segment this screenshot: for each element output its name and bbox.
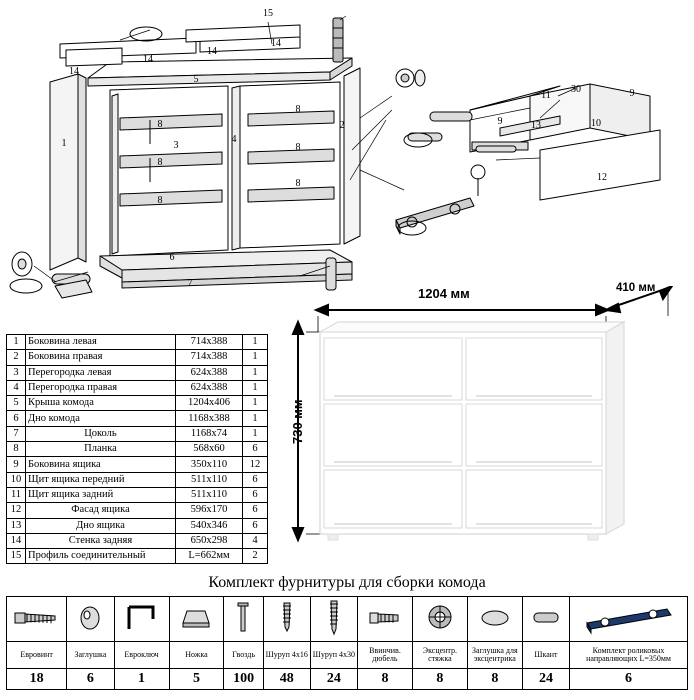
exploded-assembly-drawing — [0, 0, 694, 320]
part-dimension: 650х298 — [176, 533, 243, 548]
hardware-name-row — [7, 642, 688, 669]
part-dimension: 1204х406 — [176, 396, 243, 411]
hardware-quantity: 8 — [357, 669, 412, 690]
part-number: 6 — [7, 411, 26, 426]
part-name: Крыша комода — [26, 396, 176, 411]
dowel-icon — [522, 597, 569, 642]
svg-text:11: 11 — [541, 90, 551, 101]
hardware-name: Ввинчив. дюбель — [357, 642, 412, 669]
svg-text:4: 4 — [231, 134, 237, 145]
part-quantity: 1 — [243, 335, 268, 350]
slide-rail-icon — [570, 597, 688, 642]
svg-text:12: 12 — [597, 172, 607, 183]
table-row — [7, 380, 268, 395]
product-dimension-diagram — [276, 282, 694, 554]
part-name: Щит ящика задний — [26, 487, 176, 502]
table-row — [7, 503, 268, 518]
part-quantity: 1 — [243, 396, 268, 411]
depth-dimension-label: 410 мм — [616, 282, 656, 294]
hardware-name: Шуруп 4х16 — [263, 642, 310, 669]
part-quantity: 6 — [243, 518, 268, 533]
part-quantity: 2 — [243, 549, 268, 564]
part-dimension: L=662мм — [176, 549, 243, 564]
foot-icon — [169, 597, 224, 642]
svg-text:2: 2 — [339, 120, 345, 131]
table-row — [7, 487, 268, 502]
part-name: Перегородка левая — [26, 365, 176, 380]
svg-text:8: 8 — [157, 157, 163, 168]
part-number: 10 — [7, 472, 26, 487]
svg-text:8: 8 — [295, 178, 301, 189]
table-row — [7, 335, 268, 350]
hardware-quantity: 1 — [114, 669, 169, 690]
hardware-name: Шкант — [522, 642, 569, 669]
screw-4x30-icon — [310, 597, 357, 642]
table-row — [7, 533, 268, 548]
svg-text:8: 8 — [157, 195, 163, 206]
table-row — [7, 365, 268, 380]
hardware-name: Гвоздь — [224, 642, 263, 669]
part-dimension: 714х388 — [176, 335, 243, 350]
table-row — [7, 549, 268, 564]
part-quantity: 1 — [243, 350, 268, 365]
part-quantity: 6 — [243, 487, 268, 502]
svg-text:8: 8 — [295, 142, 301, 153]
svg-text:7: 7 — [187, 278, 193, 289]
part-number: 11 — [7, 487, 26, 502]
part-dimension: 540х346 — [176, 518, 243, 533]
cap-icon — [67, 597, 114, 642]
hardware-quantity: 6 — [67, 669, 114, 690]
cam-lock-icon — [412, 597, 467, 642]
part-quantity: 6 — [243, 472, 268, 487]
table-row — [7, 518, 268, 533]
part-name: Цоколь — [26, 426, 176, 441]
part-dimension: 596х170 — [176, 503, 243, 518]
part-dimension: 568х60 — [176, 442, 243, 457]
svg-text:8: 8 — [157, 119, 163, 130]
part-name: Фасад ящика — [26, 503, 176, 518]
part-number: 12 — [7, 503, 26, 518]
hardware-name: Заглушка — [67, 642, 114, 669]
table-row — [7, 411, 268, 426]
hardware-quantity: 18 — [7, 669, 67, 690]
part-number: 2 — [7, 350, 26, 365]
part-dimension: 624х388 — [176, 380, 243, 395]
parts-list-table — [6, 334, 268, 564]
part-name: Планка — [26, 442, 176, 457]
hardware-table — [6, 596, 688, 690]
part-number: 9 — [7, 457, 26, 472]
part-number: 15 — [7, 549, 26, 564]
part-name: Стенка задняя — [26, 533, 176, 548]
svg-text:14: 14 — [143, 54, 153, 65]
part-number: 3 — [7, 365, 26, 380]
hardware-qty-row — [7, 669, 688, 690]
table-row — [7, 426, 268, 441]
svg-text:1: 1 — [61, 138, 67, 149]
part-number: 4 — [7, 380, 26, 395]
part-name: Перегородка правая — [26, 380, 176, 395]
hardware-quantity: 48 — [263, 669, 310, 690]
part-number: 14 — [7, 533, 26, 548]
hardware-name: Евроключ — [114, 642, 169, 669]
part-name: Боковина правая — [26, 350, 176, 365]
svg-text:9: 9 — [629, 88, 635, 99]
svg-text:10: 10 — [591, 118, 601, 129]
part-dimension: 1168х74 — [176, 426, 243, 441]
hardware-name: Комплект роликовых направляющих L=350мм — [570, 642, 688, 669]
cam-cap-icon — [467, 597, 522, 642]
part-quantity: 6 — [243, 503, 268, 518]
svg-text:14: 14 — [271, 38, 281, 49]
part-number: 5 — [7, 396, 26, 411]
part-name: Дно ящика — [26, 518, 176, 533]
hardware-quantity: 100 — [224, 669, 263, 690]
svg-text:13: 13 — [531, 120, 541, 131]
part-dimension: 714х388 — [176, 350, 243, 365]
hardware-quantity: 5 — [169, 669, 224, 690]
hardware-quantity: 8 — [467, 669, 522, 690]
svg-text:15: 15 — [263, 8, 273, 19]
nail-icon — [224, 597, 263, 642]
svg-text:14: 14 — [69, 66, 79, 77]
svg-text:9: 9 — [497, 116, 503, 127]
hardware-quantity: 6 — [570, 669, 688, 690]
svg-text:14: 14 — [207, 46, 217, 57]
part-dimension: 624х388 — [176, 365, 243, 380]
hardware-quantity: 24 — [310, 669, 357, 690]
hardware-section-title: Комплект фурнитуры для сборки комода — [208, 574, 486, 591]
part-quantity: 12 — [243, 457, 268, 472]
part-name: Боковина левая — [26, 335, 176, 350]
part-quantity: 1 — [243, 411, 268, 426]
part-name: Щит ящика передний — [26, 472, 176, 487]
part-quantity: 4 — [243, 533, 268, 548]
hardware-quantity: 8 — [412, 669, 467, 690]
part-number: 13 — [7, 518, 26, 533]
part-dimension: 350х110 — [176, 457, 243, 472]
table-row — [7, 396, 268, 411]
width-dimension-label: 1204 мм — [418, 286, 470, 301]
part-number: 1 — [7, 335, 26, 350]
part-dimension: 511х110 — [176, 487, 243, 502]
parts-list-body — [7, 335, 268, 564]
svg-text:5: 5 — [193, 74, 199, 85]
svg-text:8: 8 — [295, 104, 301, 115]
screw-4x16-icon — [263, 597, 310, 642]
part-quantity: 1 — [243, 365, 268, 380]
hardware-name: Заглушка для эксцентрика — [467, 642, 522, 669]
svg-text:3: 3 — [173, 140, 179, 151]
part-number: 8 — [7, 442, 26, 457]
table-row — [7, 472, 268, 487]
hardware-name: Шуруп 4х30 — [310, 642, 357, 669]
screw-in-dowel-icon — [357, 597, 412, 642]
hardware-quantity: 24 — [522, 669, 569, 690]
part-number: 7 — [7, 426, 26, 441]
part-quantity: 1 — [243, 426, 268, 441]
euro-screw-icon — [7, 597, 67, 642]
svg-text:6: 6 — [169, 252, 175, 263]
height-dimension-label: 730 мм — [290, 399, 305, 444]
part-name: Профиль соединительный — [26, 549, 176, 564]
part-name: Дно комода — [26, 411, 176, 426]
table-row — [7, 350, 268, 365]
svg-text:30: 30 — [571, 84, 581, 95]
part-quantity: 1 — [243, 380, 268, 395]
table-row — [7, 442, 268, 457]
hardware-name: Эксцентр. стяжка — [412, 642, 467, 669]
part-name: Боковина ящика — [26, 457, 176, 472]
part-dimension: 1168х388 — [176, 411, 243, 426]
table-row — [7, 457, 268, 472]
hardware-name: Ножка — [169, 642, 224, 669]
part-quantity: 6 — [243, 442, 268, 457]
hardware-icon-row — [7, 597, 688, 642]
part-dimension: 511х110 — [176, 472, 243, 487]
euro-key-icon — [114, 597, 169, 642]
hardware-name: Евровинт — [7, 642, 67, 669]
